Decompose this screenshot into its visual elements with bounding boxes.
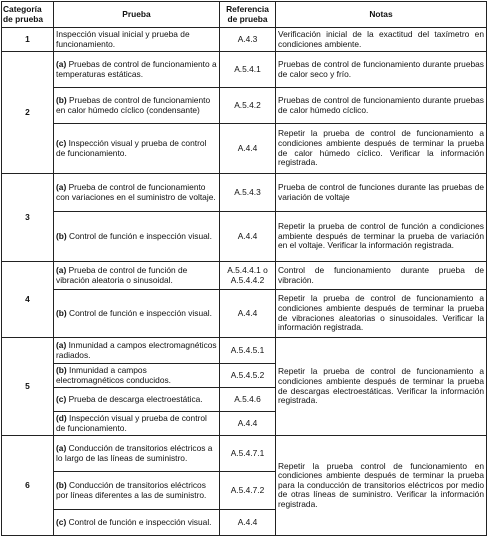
test-cell	[54, 124, 220, 174]
test-description: Prueba de descarga electroestática.	[68, 393, 203, 404]
notes-cell: Repetir la prueba de control de funcionamiento a condiciones ambiente después de terminar la prueba de calor húmedo cíclico. Verificar la información registrada.	[276, 124, 487, 174]
notes-cell: Control de funcionamiento durante prueba de vibración.	[276, 262, 487, 290]
item-marker: (a)	[56, 339, 67, 350]
test-cell	[54, 88, 220, 124]
test-description: Prueba de control de función de vibración aleatoria o sinusoidal.	[56, 264, 188, 285]
header-row	[2, 2, 487, 28]
header-test: Prueba	[54, 2, 220, 28]
category-cell: 1	[2, 28, 54, 52]
test-description: Control de función e inspección visual.	[69, 307, 212, 318]
category-cell: 5	[2, 338, 54, 436]
item-marker: (c)	[56, 137, 67, 148]
notes-cell: Pruebas de control de funcionamiento durante pruebas de calor húmedo cíclico.	[276, 88, 487, 124]
test-cell	[54, 290, 220, 338]
notes-cell: Repetir la prueba control de funcionamiento en condiciones ambiente después de terminar la prueba para la conducción de transitorios eléctricos por medio de otras líneas de suministro. Verificar la información registrada.	[276, 436, 487, 536]
test-description: Prueba de control de funcionamiento con variaciones en el suministro de voltaje.	[56, 181, 216, 202]
test-description: Control de función e inspección visual.	[69, 230, 212, 241]
reference-cell: A.4.4	[220, 124, 276, 174]
item-marker: (a)	[56, 58, 67, 69]
category-cell: 6	[2, 436, 54, 536]
table-row	[2, 290, 487, 338]
reference-cell: A.4.4	[220, 290, 276, 338]
notes-cell: Repetir la prueba de control de función a condiciones ambiente después de terminar la prueba de variación en el voltaje. Verificar la información registrada.	[276, 212, 487, 262]
table-row	[2, 124, 487, 174]
test-cell	[54, 436, 220, 472]
test-cell	[54, 174, 220, 212]
notes-cell: Repetir la prueba de control de funcionamiento a condiciones ambiente después de terminar la prueba de descargas electroestáticas. Verificar la información registrada.	[276, 338, 487, 436]
test-description: Inspección visual inicial y prueba de funcionamiento.	[56, 28, 190, 49]
item-marker: (a)	[56, 442, 67, 453]
item-marker: (b)	[56, 94, 67, 105]
reference-cell: A.5.4.1	[220, 52, 276, 88]
test-description: Pruebas de control de funcionamiento a temperaturas estáticas.	[56, 58, 217, 79]
test-cell	[54, 52, 220, 88]
reference-cell: A.4.4	[220, 412, 276, 436]
test-cell	[54, 510, 220, 536]
header-notes: Notas	[276, 2, 487, 28]
reference-cell: A.4.3	[220, 28, 276, 52]
category-cell: 3	[2, 174, 54, 262]
item-marker: (b)	[56, 364, 67, 375]
item-marker: (b)	[56, 307, 67, 318]
test-cell	[54, 388, 220, 412]
test-description: Control de función e inspección visual.	[68, 516, 212, 527]
item-marker: (a)	[56, 264, 67, 275]
table-row	[2, 174, 487, 212]
reference-cell: A.5.4.7.1	[220, 436, 276, 472]
test-cell	[54, 412, 220, 436]
item-marker: (c)	[56, 516, 67, 527]
reference-cell: A.5.4.7.2	[220, 472, 276, 510]
test-description: Conducción de transitorios eléctricos por líneas diferentes a las de suministro.	[56, 479, 207, 500]
item-marker: (c)	[56, 393, 67, 404]
test-cell	[54, 28, 220, 52]
test-description: Conducción de transitorios eléctricos a lo largo de las líneas de suministro.	[56, 442, 213, 463]
test-description: Inspección visual y prueba de control de funcionamiento.	[56, 137, 207, 158]
table-row	[2, 262, 487, 290]
table-row	[2, 28, 487, 52]
test-cell	[54, 212, 220, 262]
notes-cell: Verificación inicial de la exactitud del taxímetro en condiciones ambiente.	[276, 28, 487, 52]
test-description: Inmunidad a campos electromagnéticos conducidos.	[56, 364, 171, 385]
reference-cell: A.5.4.5.2	[220, 364, 276, 388]
reference-cell: A.5.4.6	[220, 388, 276, 412]
reference-cell: A.5.4.2	[220, 88, 276, 124]
reference-cell: A.4.4	[220, 510, 276, 536]
item-marker: (d)	[56, 412, 67, 423]
test-description: Inspección visual y prueba de control de funcionamiento.	[56, 412, 207, 433]
reference-cell: A.4.4	[220, 212, 276, 262]
item-marker: (a)	[56, 181, 67, 192]
notes-cell: Prueba de control de funciones durante las pruebas de variación de voltaje	[276, 174, 487, 212]
notes-cell: Repetir la prueba de control de funcionamiento a condiciones ambiente después de terminar la prueba de vibraciones aleatorias o sinusoidales. Verificar la información registrada.	[276, 290, 487, 338]
reference-cell: A.5.4.4.1 o A.5.4.4.2	[220, 262, 276, 290]
test-description: Inmunidad a campos electromagnéticos radiados.	[56, 339, 217, 360]
category-cell: 4	[2, 262, 54, 338]
table-row	[2, 338, 487, 364]
reference-cell: A.5.4.3	[220, 174, 276, 212]
test-cell	[54, 338, 220, 364]
table-row	[2, 436, 487, 472]
test-cell	[54, 262, 220, 290]
item-marker: (b)	[56, 479, 67, 490]
reference-cell: A.5.4.5.1	[220, 338, 276, 364]
table-row	[2, 88, 487, 124]
header-reference: Referencia de prueba	[220, 2, 276, 28]
category-cell: 2	[2, 52, 54, 174]
test-cell	[54, 472, 220, 510]
notes-cell: Pruebas de control de funcionamiento durante pruebas de calor seco y frío.	[276, 52, 487, 88]
table-row	[2, 52, 487, 88]
test-description: Pruebas de control de funcionamiento en calor húmedo cíclico (condensante)	[56, 94, 211, 115]
header-category: Categoría de prueba	[2, 2, 54, 28]
item-marker: (b)	[56, 230, 67, 241]
test-cell	[54, 364, 220, 388]
test-category-table	[1, 1, 487, 536]
table-row	[2, 212, 487, 262]
